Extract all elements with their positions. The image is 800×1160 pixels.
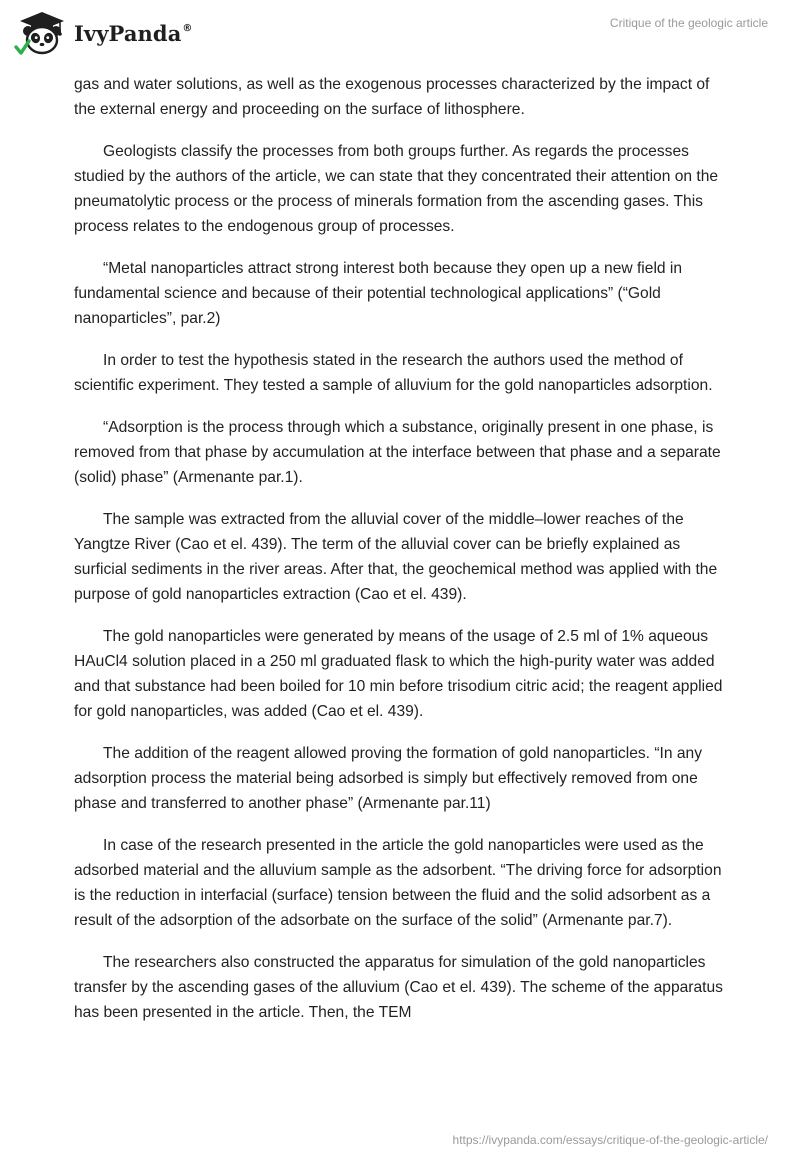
paragraph: In order to test the hypothesis stated in the research the authors used the method of scientific experiment. They tested a sample of alluvium for the gold nanoparticles adsorption. (74, 352, 713, 394)
paragraph: In case of the research presented in the article the gold nanoparticles were used as the adsorbed material and the alluvium sample as the adsorbent. “The driving force for adsorption is the reduction in interfacial (surface) tension between the fluid and the solid adsorbent as a result of the adsorption of the adsorbate on the surface of the solid” (Armenante par.7). (74, 837, 722, 929)
paragraph: The researchers also constructed the apparatus for simulation of the gold nanoparticles transfer by the ascending gases of the alluvium (Cao et el. 439). The scheme of the apparatus has been presented in the article. Then, the TEM (74, 954, 723, 1021)
registered-mark: ® (182, 22, 193, 34)
paragraph: The sample was extracted from the alluvial cover of the middle–lower reaches of the Yangtze River (Cao et el. 439). The term of the alluvial cover can be briefly explained as surficial sediments in the river areas. After that, the geochemical method was applied with the purpose of gold nanoparticles extraction (Cao et el. 439). (74, 511, 718, 603)
paragraph: The gold nanoparticles were generated by means of the usage of 2.5 ml of 1% aqueous HAuCl4 solution placed in a 250 ml graduated flask to which the high-purity water was added and that substance had been boiled for 10 min before trisodium citric acid; the reagent applied for gold nanoparticles, was added (Cao et el. 439). (74, 628, 723, 720)
paragraph: Geologists classify the processes from both groups further. As regards the processes studied by the authors of the article, we can state that they concentrated their attention on the pneumatolytic process or the process of minerals formation from the ascending gases. This process relates to the endogenous group of processes. (74, 143, 719, 235)
document-title: Critique of the geologic article (609, 16, 768, 30)
article-body (74, 72, 734, 1042)
paragraph: gas and water solutions, as well as the exogenous processes characterized by the impact of the external energy and proceeding on the surface of lithosphere. (74, 76, 710, 118)
page-header (0, 0, 800, 64)
paragraph: “Metal nanoparticles attract strong interest both because they open up a new field in fundamental science and because of their potential technological applications” (“Gold nanoparticles”, par.2) (74, 260, 683, 327)
logo-wordmark: IvyPanda® (74, 20, 193, 46)
footer-url-link[interactable]: https://ivypanda.com/essays/critique-of-the-geologic-article/ (452, 1133, 768, 1147)
paragraph: “Adsorption is the process through which a substance, originally present in one phase, is removed from that phase by accumulation at the interface between that phase and a separate (solid) phase” (Armenante par.1). (74, 419, 721, 486)
paragraph: The addition of the reagent allowed proving the formation of gold nanoparticles. “In any adsorption process the material being adsorbed is simply but effectively removed from one phase and transferred to another phase” (Armenante par.11) (74, 745, 703, 812)
logo-link[interactable] (14, 9, 193, 57)
panda-graduate-icon (14, 9, 70, 57)
